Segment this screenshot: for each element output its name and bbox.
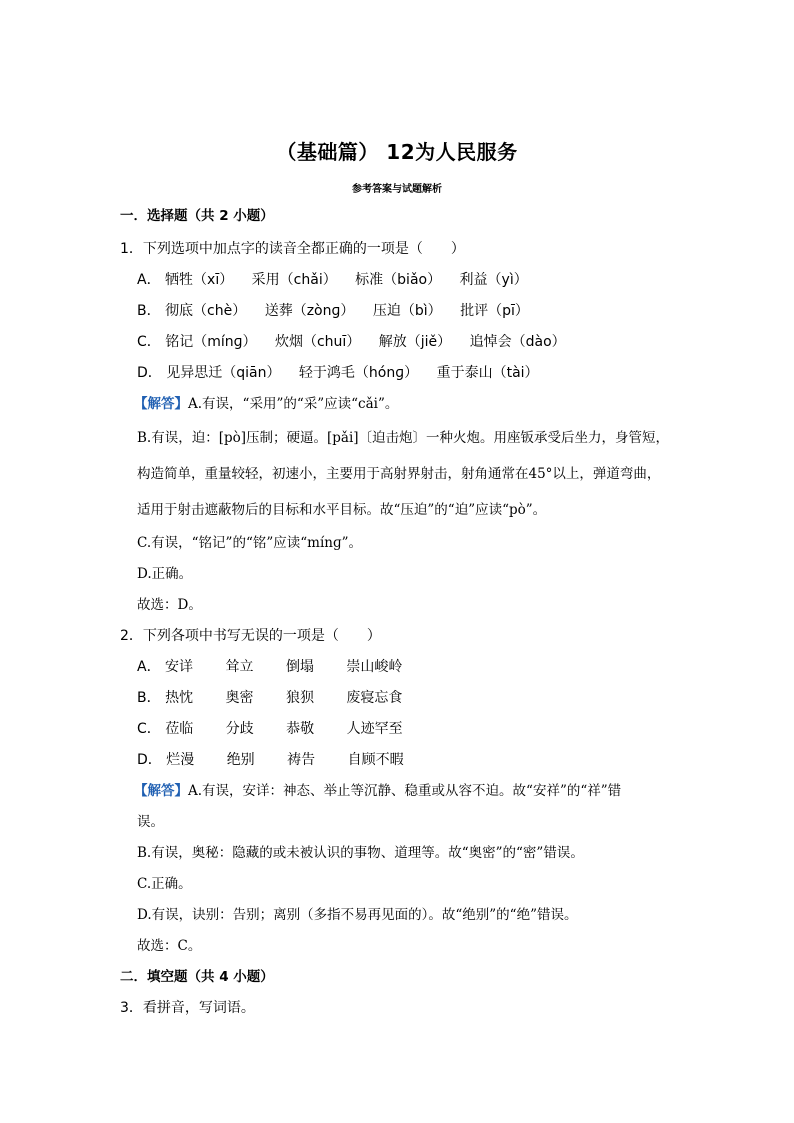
option-item: 自顾不暇 [347,752,404,768]
option-label: B． [137,303,161,319]
option-item: 标准（biǎo） [355,272,442,288]
question-1-answer-line: 适用于射击遮蔽物后的目标和水平目标。故“压迫”的“迫”应读“pò”。 [137,502,547,518]
option-item: 送葬（zònɡ） [264,303,355,319]
option-item: 恭敬 [286,721,315,737]
option-label: C． [137,334,161,350]
option-item: 奥密 [225,690,254,706]
question-2-stem: 2．下列各项中书写无误的一项是（ ） [120,628,381,644]
question-1-answer-line: B.有误，迫：[pò]压制；硬逼。[pǎi]〔迫击炮〕一种火炮。用座钣承受后坐力，身管短， [137,430,670,446]
option-item: 见异思迁（qiān） [166,365,281,381]
option-item: 祷告 [287,752,316,768]
question-1-option-c [120,327,685,358]
option-item: 压迫（bì） [372,303,442,319]
page-title: （基础篇） 12为人民服务 [276,140,518,164]
answer-tag: 【解答】 [134,783,188,799]
question-2-answer-line: C.正确。 [137,876,192,892]
section-heading-choice: 一．选择题（共 2 小题） [120,208,274,224]
question-1-answer-line: 故选：D。 [137,597,202,613]
section-heading-fill: 二．填空题（共 4 小题） [120,969,274,985]
option-item: 废寝忘食 [346,690,403,706]
option-item: 分歧 [225,721,254,737]
option-item: 狼狈 [285,690,314,706]
option-item: 追悼会（dào） [469,334,566,350]
question-2-option-b [120,683,685,714]
option-item: 莅临 [165,721,194,737]
option-label: A． [137,272,161,288]
option-item: 批评（pī） [460,303,529,319]
option-item: 重于泰山（tài） [436,365,539,381]
answer-text: A.有误，“采用”的“采”应读“cǎi”。 [188,396,399,412]
option-item: 烂漫 [166,752,195,768]
option-item: 彻底（chè） [165,303,247,319]
option-item: 铭记（mínɡ） [165,334,257,350]
option-item: 解放（jiě） [378,334,452,350]
question-2-answer-line: B.有误，奥秘：隐藏的或未被认识的事物、道理等。故“奥密”的“密”错误。 [137,845,584,861]
question-1-answer-line: D.正确。 [137,566,193,582]
option-item: 轻于鸿毛（hónɡ） [298,365,419,381]
question-2-answer-line: 故选：C。 [137,938,202,954]
option-item: 采用（chǎi） [251,272,337,288]
option-item: 利益（yì） [459,272,528,288]
option-item: 牺牲（xī） [165,272,234,288]
option-item: 热忱 [165,690,194,706]
option-label: C． [137,721,161,737]
question-2-option-a [120,652,685,683]
option-item: 安详 [165,659,194,675]
question-1-option-d [120,358,685,389]
document-body [120,203,685,1024]
option-item: 耸立 [225,659,254,675]
option-label: A． [137,659,161,675]
question-2-answer-line [120,776,685,807]
option-item: 倒塌 [285,659,314,675]
page-subtitle: 参考答案与试题解析 [352,184,442,195]
question-1-answer-line: 构造简单，重量较轻，初速小，主要用于高射界射击，射角通常在45°以上，弹道弯曲， [137,466,661,482]
answer-tag: 【解答】 [134,396,188,412]
option-item: 绝别 [226,752,255,768]
option-item: 崇山峻岭 [346,659,403,675]
question-3-stem: 3．看拼音，写词语。 [120,1000,255,1016]
question-1-option-a [120,265,685,296]
answer-text: A.有误，安详：神态、举止等沉静、稳重或从容不迫。故“安祥”的“祥”错 [188,783,622,799]
option-item: 炊烟（chuī） [274,334,361,350]
option-label: D． [137,752,162,768]
question-1-answer-line: C.有误，“铭记”的“铭”应读“mínɡ”。 [137,535,363,551]
question-2-option-c [120,714,685,745]
option-label: D． [137,365,162,381]
question-2-answer-line: 误。 [137,814,164,830]
question-1-stem: 1．下列选项中加点字的读音全都正确的一项是（ ） [120,241,465,257]
option-label: B． [137,690,161,706]
question-1-answer-line [120,389,685,420]
question-2-option-d [120,745,685,776]
option-item: 人迹罕至 [346,721,403,737]
question-1-option-b [120,296,685,327]
question-2-answer-line: D.有误，诀别：告别；离别（多指不易再见面的）。故“绝别”的“绝”错误。 [137,907,578,923]
